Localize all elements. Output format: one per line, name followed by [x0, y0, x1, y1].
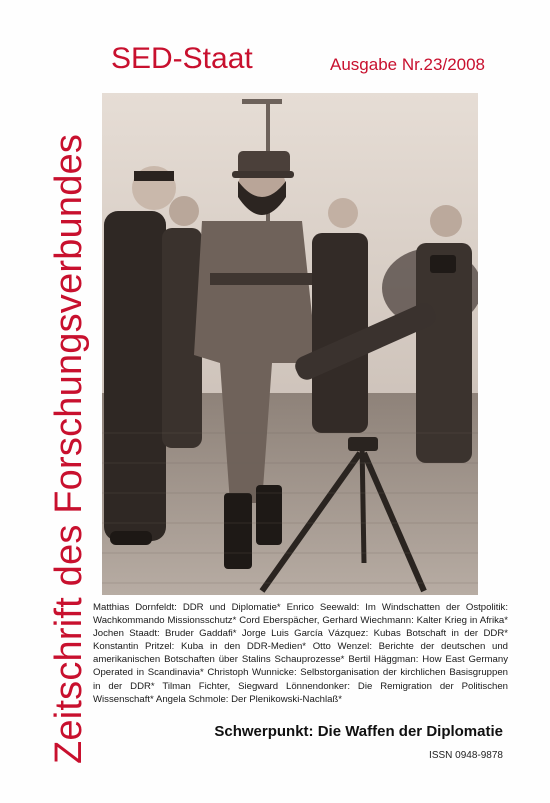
- cover-photo: [102, 93, 478, 595]
- contents-list: Matthias Dornfeldt: DDR und Diplomatie* Enrico Seewald: Im Windschatten der Ostpolitik: Wachkommando Missionsschutz* Cord Eberspächer, Gerhard Wiechmann: Kalter Krieg in Afrika* Jochen Staadt: Bruder Gaddafi* Jorge Luis García Vázquez: Kubas Botschaft in der DDR* Konstantin Pritzel: Kuba in den DDR-Medien* Otto Wenzel: Berichte der deutschen und amerikanischen Botschaften über Stalins Schauprozesse* Bertil Häggman: How East Germany Operated in Scandinavia* Christoph Wunnicke: Selbstorganisation der kirchlichen Basisgruppen in der DDR* Tilman Fichter, Siegward Lönnendonker: Die Remigration der Politischen Wissenschaft* Angela Schmole: Der Plenikowski-Nachlaß*: [93, 602, 508, 705]
- cover-photo-illustration: [102, 93, 478, 595]
- issue-number: Ausgabe Nr.23/2008: [330, 55, 486, 74]
- focus-theme: Schwerpunkt: Die Waffen der Diplomatie: [214, 723, 503, 740]
- issn-number: ISSN 0948-9878: [429, 750, 503, 761]
- brand-title: SED-Staat: [111, 42, 253, 75]
- vertical-title: Zeitschrift des Forschungsverbundes: [48, 133, 90, 764]
